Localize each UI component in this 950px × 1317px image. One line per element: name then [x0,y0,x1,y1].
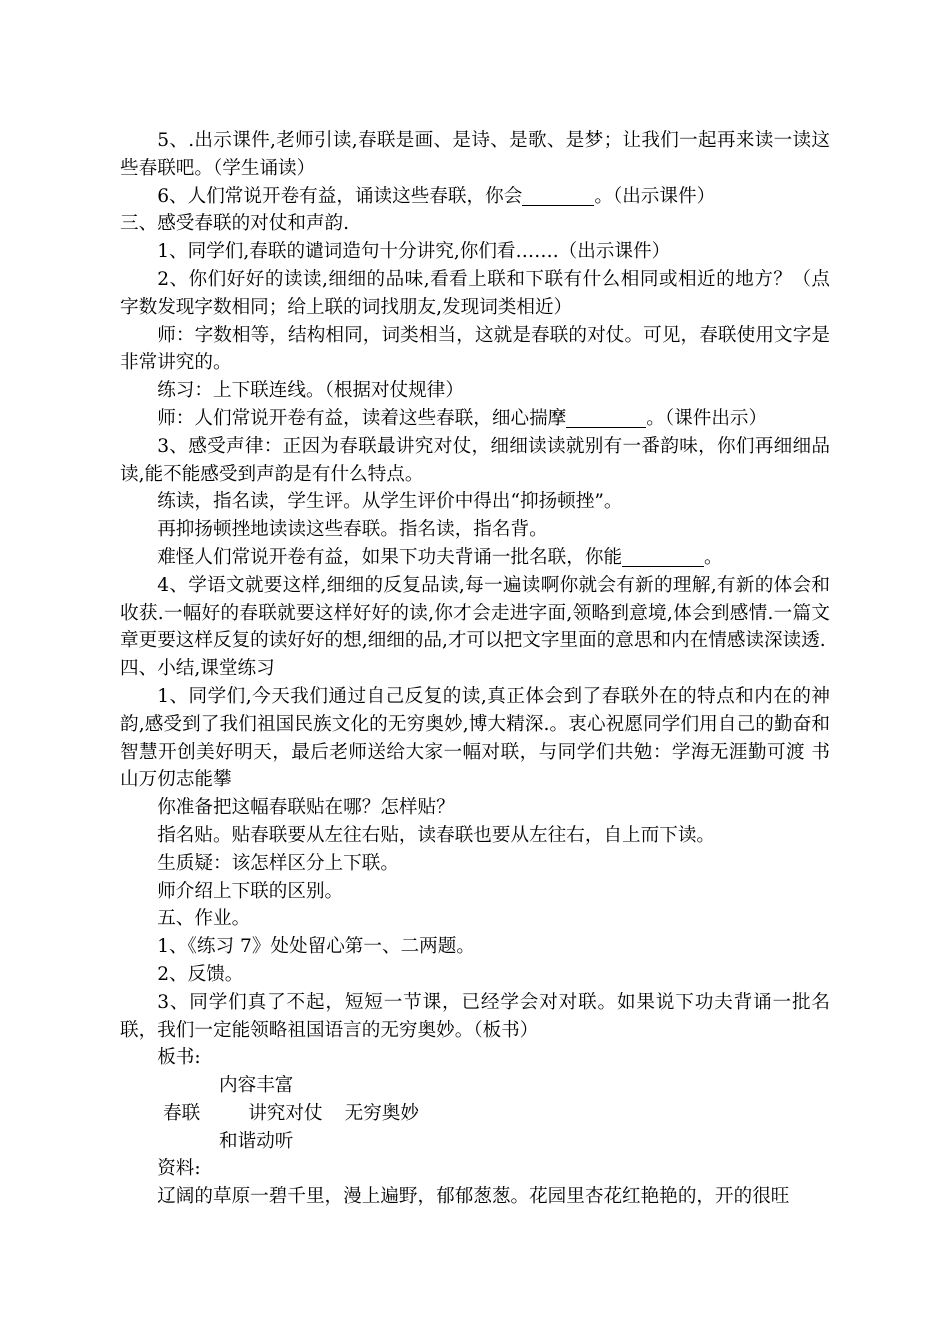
sec3-wonder-text: 难怪人们常说开卷有益，如果下功夫背诵一批名联，你能 [157,546,623,568]
sec2-item6-text: 6、人们常说开卷有益，诵读这些春联，你会 [157,185,523,207]
sec3-wonder [120,544,830,572]
sec5-heading: 五、作业。 [157,908,251,930]
sec3-item4: 4、学语文就要这样,细细的反复品读,每一遍读啊你就会有新的理解,有新的体会和收获.一幅好的春联就要这样好好的读,你才会走进字面,领略到意境,体会到感情.一篇文章更要这样反复的读好好的想,细细的品,才可以把文字里面的意思和内在情感读深读透. [120,574,830,652]
sec2-item6-tail: 。（出示课件） [594,185,716,207]
sec4-heading: 四、小结,课堂练习 [120,658,275,680]
sec5-item2: 2、反馈。 [157,963,244,985]
board-line3: 和谐动听 [219,1130,294,1152]
sec3-heading: 三、感受春联的对仗和声韵. [120,213,350,235]
sec4-q3: 生质疑：该怎样区分上下联。 [157,852,399,874]
board-line2-subject: 春联 [163,1102,201,1124]
fill-blank [622,546,704,567]
material-label: 资料: [157,1158,201,1180]
sec4-item1: 1、同学们,今天我们通过自己反复的读,真正体会到了春联外在的特点和内在的神韵,感受到了我们祖国民族文化的无穷奥妙,博大精深.。衷心祝愿同学们用自己的勤奋和智慧开创美好明天，最后老师送给大家一幅对联，与同学们共勉：学海无涯勤可渡 书山万仞志能攀 [120,685,830,791]
document-page [120,127,830,1211]
board-line2-right: 无穷奥妙 [344,1102,419,1124]
sec3-wonder-tail: 。 [704,546,723,568]
sec4-q2: 指名贴。贴春联要从左往右贴，读春联也要从左往右，自上而下读。 [157,824,716,846]
sec4-q1: 你准备把这幅春联贴在哪？怎样贴？ [157,797,455,819]
sec3-practice: 练习：上下联连线。（根据对仗规律） [157,380,464,402]
sec3-item1: 1、同学们,春联的谴词造句十分讲究,你们看…….（出示课件） [157,241,671,263]
board-line2 [120,1100,830,1128]
sec3-item2: 2、你们好好的读读,细细的品味,看看上联和下联有什么相同或相近的地方？（点字数发现字数相同；给上联的词找朋友,发现词类相近） [120,268,830,318]
sec3-teacher2-tail: 。（课件出示） [646,407,768,429]
sec5-item3: 3、同学们真了不起，短短一节课，已经学会对对联。如果说下功夫背诵一批名联，我们一定能领略祖国语言的无穷奥妙。（板书） [120,991,830,1041]
sec3-teacher2-text: 师：人们常说开卷有益，读着这些春联，细心揣摩 [157,407,567,429]
sec3-teacher1: 师：字数相等，结构相同，词类相当，这就是春联的对仗。可见，春联使用文字是非常讲究的。 [120,324,830,374]
sec3-read1: 练读，指名读，学生评。从学生评价中得出“抑扬顿挫”。 [157,491,623,513]
material-text: 辽阔的草原一碧千里，漫上遍野，郁郁葱葱。花园里杏花红艳艳的，开的很旺 [157,1186,790,1208]
board-line2-middle: 讲究对仗 [248,1102,323,1124]
sec5-item1: 1、《练习 7》处处留心第一、二两题。 [157,936,475,958]
board-label: 板书: [157,1047,201,1069]
sec3-item3: 3、感受声律：正因为春联最讲究对仗，细细读读就别有一番韵味，你们再细细品读,能不能感受到声韵是有什么特点。 [120,435,830,485]
sec3-teacher2 [120,405,830,433]
sec2-item5: 5、.出示课件,老师引读,春联是画、是诗、是歌、是梦；让我们一起再来读一读这些春联吧。（学生诵读） [120,130,830,179]
sec3-read2: 再抑扬顿挫地读读这些春联。指名读，指名背。 [157,519,548,541]
board-line1: 内容丰富 [219,1075,294,1097]
fill-blank [522,185,594,206]
sec4-q4: 师介绍上下联的区别。 [157,880,344,902]
sec2-item6 [120,183,830,211]
fill-blank [566,407,646,428]
